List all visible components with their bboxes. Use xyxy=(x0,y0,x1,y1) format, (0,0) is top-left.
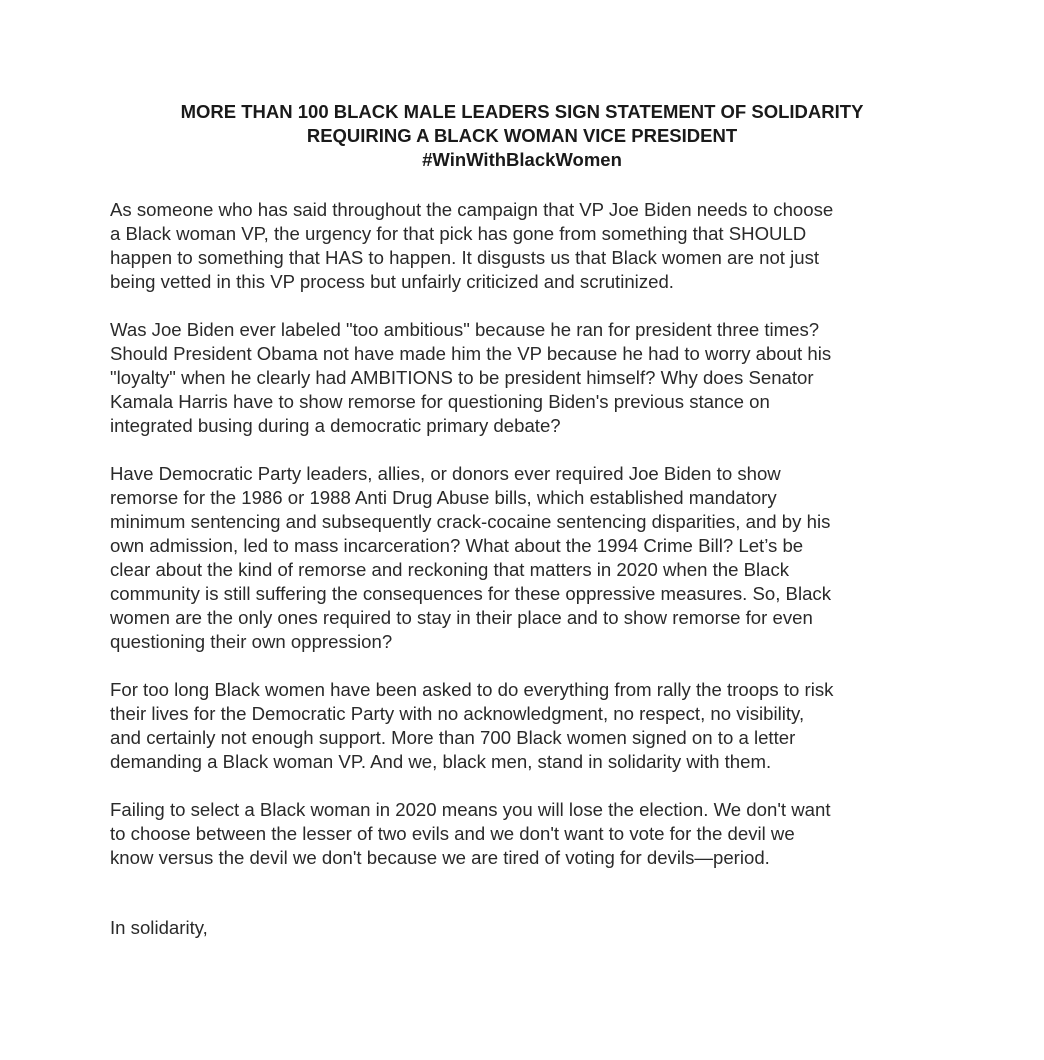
text-line: know versus the devil we don't because we are tired of voting for devils—period. xyxy=(110,847,770,868)
text-line: demanding a Black woman VP. And we, black men, stand in solidarity with them. xyxy=(110,751,772,772)
text-line: their lives for the Democratic Party with no acknowledgment, no respect, no visibility, xyxy=(110,703,805,724)
paragraph-1 xyxy=(110,198,930,294)
closing-signoff: In solidarity, xyxy=(110,917,208,938)
text-line: a Black woman VP, the urgency for that pick has gone from something that SHOULD xyxy=(110,223,807,244)
statement-body xyxy=(110,198,930,894)
text-line: Failing to select a Black woman in 2020 means you will lose the election. We don't want xyxy=(110,799,831,820)
hashtag: #WinWithBlackWomen xyxy=(422,149,622,170)
text-line: clear about the kind of remorse and reckoning that matters in 2020 when the Black xyxy=(110,559,790,580)
text-line: Kamala Harris have to show remorse for questioning Biden's previous stance on xyxy=(110,391,770,412)
title-line-2: REQUIRING A BLACK WOMAN VICE PRESIDENT xyxy=(306,125,738,146)
text-line: community is still suffering the consequences for these oppressive measures. So, Black xyxy=(110,583,832,604)
text-line: to choose between the lesser of two evils and we don't want to vote for the devil we xyxy=(110,823,795,844)
text-line: happen to something that HAS to happen. It disgusts us that Black women are not just xyxy=(110,247,820,268)
paragraph-5 xyxy=(110,798,930,870)
text-line: being vetted in this VP process but unfairly criticized and scrutinized. xyxy=(110,271,674,292)
text-line: Have Democratic Party leaders, allies, or donors ever required Joe Biden to show xyxy=(110,463,781,484)
text-line: questioning their own oppression? xyxy=(110,631,393,652)
text-line: minimum sentencing and subsequently crack-cocaine sentencing disparities, and by his xyxy=(110,511,831,532)
text-line: women are the only ones required to stay in their place and to show remorse for even xyxy=(110,607,813,628)
paragraph-4 xyxy=(110,678,930,774)
text-line: and certainly not enough support. More than 700 Black women signed on to a letter xyxy=(110,727,796,748)
text-line: integrated busing during a democratic primary debate? xyxy=(110,415,561,436)
text-line: "loyalty" when he clearly had AMBITIONS to be president himself? Why does Senator xyxy=(110,367,814,388)
title-line-1: MORE THAN 100 BLACK MALE LEADERS SIGN STATEMENT OF SOLIDARITY xyxy=(180,101,864,122)
text-line: Should President Obama not have made him the VP because he had to worry about his xyxy=(110,343,832,364)
text-line: remorse for the 1986 or 1988 Anti Drug Abuse bills, which established mandatory xyxy=(110,487,777,508)
paragraph-2 xyxy=(110,318,930,438)
text-line: For too long Black women have been asked to do everything from rally the troops to risk xyxy=(110,679,834,700)
text-line: own admission, led to mass incarceration? What about the 1994 Crime Bill? Let’s be xyxy=(110,535,804,556)
paragraph-3 xyxy=(110,462,930,654)
statement-header xyxy=(0,100,1044,172)
text-line: As someone who has said throughout the campaign that VP Joe Biden needs to choose xyxy=(110,199,834,220)
text-line: Was Joe Biden ever labeled "too ambitious" because he ran for president three times? xyxy=(110,319,820,340)
